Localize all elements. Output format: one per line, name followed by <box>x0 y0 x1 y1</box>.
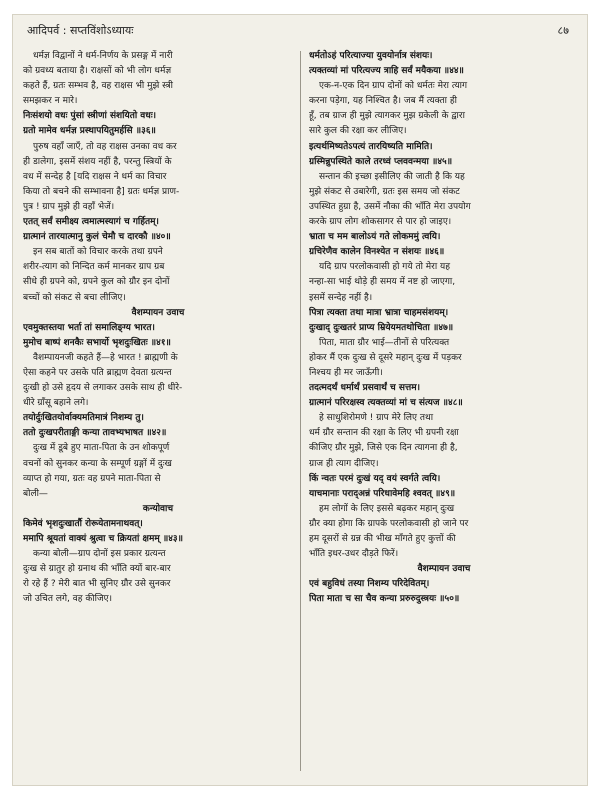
prose-line: यदि ग्राप परलोकवासी हो गये तो मेरा यह <box>319 262 451 273</box>
prose-line: हम लोगों के लिए इससे बढ़कर महान् दुःख <box>319 503 455 514</box>
prose-line: वैशम्पायनजी कहते हैं—हे भारत ! ब्राह्मणी के <box>33 352 178 363</box>
prose-line: करके ग्राप लोग शोकसागर से पार हो जाइए। <box>309 217 452 228</box>
prose-line: एक-न-एक दिन ग्राप दोनों को धर्मतः मेरा त्याग <box>319 81 468 92</box>
prose-line: किया तो बचने की सम्भावना है] ग्रतः धर्मज्ञ प्राण- <box>23 186 180 197</box>
prose-line: ग्राज ही त्याग दीजिए। <box>309 458 379 469</box>
prose-line: सन्तान की इच्छा इसीलिए की जाती है कि यह <box>319 171 465 182</box>
verse-line: त्यक्तव्यां मां परित्यज्य त्राहि सर्वं मयैकया ॥४४॥ <box>309 66 464 77</box>
verse-line: याचमानाः पराद्‌अन्नं परिधावेमहि श्ववत् ॥४९॥ <box>309 488 456 499</box>
verse-line: तदत्मदर्थं धर्मार्थं प्रसवार्थं च सत्तम। <box>309 383 420 394</box>
speaker-heading: वैशम्पायन उवाच <box>131 307 185 318</box>
verse-line: किं न्वतः परमं दुःखं यद् वयं स्वर्गते त्वयि। <box>309 473 441 484</box>
column-divider <box>300 51 301 771</box>
prose-line: मुझे संकट से उबारेगी, ग्रतः इस समय जो संकट <box>309 186 460 197</box>
prose-line: समझकर न मारे। <box>23 96 78 107</box>
prose-line: इन सब बातों को विचार करके तथा ग्रपने <box>33 247 163 258</box>
prose-line: जो उचित लगे, वह कीजिए। <box>23 594 113 605</box>
verse-line: किमेवं भृशदुःखार्तौ रोरूयेतामनाथवत्। <box>23 518 143 529</box>
prose-line: व्याप्त हो गया, ग्रतः वह ग्रपने माता-पिता से <box>23 473 161 484</box>
left-column <box>23 49 293 607</box>
verse-line: एवं बहुविधं तस्या निशम्य परिदेवितम्। <box>309 579 430 590</box>
prose-line: पुरुष वहाँ जाएँ, तो वह राक्षस उनका वध कर <box>33 141 177 152</box>
prose-line: को ग्रवध्य बताया है। राक्षसों को भी लोग धर्मज्ञ <box>23 66 172 77</box>
prose-line: करना पड़ेगा, यह निश्चित है। जब मैं त्यक्ता ही <box>309 96 457 107</box>
verse-line: दुःखाद् दुःखतरं प्राप्य म्रियेयमतथोचिता ॥४७॥ <box>309 322 454 333</box>
prose-line: शरीर-त्याग को निन्दित कर्म मानकर ग्राप ग्रब <box>23 262 165 273</box>
prose-line: कीजिए ग्रौर मुझे, जिसे एक दिन त्यागना ही है, <box>309 443 458 454</box>
prose-line: धीरे ग्राँसू बहाने लगे। <box>23 398 89 409</box>
verse-line: इत्यर्थमिष्यतेऽपत्यं तारयिष्यति मामिति। <box>309 141 433 152</box>
prose-line: कन्या बोली—ग्राप दोनों इस प्रकार ग्रत्यन्त <box>33 549 166 560</box>
prose-line: होकर मैं एक दुःख से दूसरे महान् दुःख में पड़कर <box>309 352 462 363</box>
prose-line: निश्चय ही मर जाऊँगी। <box>309 367 383 378</box>
prose-line: धर्म ग्रौर सन्तान की रक्षा के लिए भी ग्रपनी रक्षा <box>309 428 459 439</box>
prose-line: रो रहे हैं ? मेरी बात भी सुनिए ग्रौर उसे सुनकर <box>23 579 171 590</box>
book-page <box>12 14 588 786</box>
prose-line: हम दूसरों से ग्रन्न की भीख माँगते हुए कुत्तों की <box>309 534 456 544</box>
verse-line: निःसंशयो वधः पुंसां स्त्रीणां संशयितो वधः। <box>23 111 157 122</box>
prose-line: वचनों को सुनकर कन्या के सम्पूर्ण ग्रङ्गों में दुःख <box>23 458 172 469</box>
verse-line: ततो दुःखपरीताङ्गी कन्या तावभ्यभाषत ॥४२॥ <box>23 428 167 439</box>
prose-line: सारे कुल की रक्षा कर लीजिए। <box>309 126 407 137</box>
verse-line: ग्रात्मानं परिरक्षस्व त्यक्तव्यां मां च संत्यज ॥४८॥ <box>309 398 463 409</box>
prose-line: हूँ, तब ग्राज ही मुझे त्यागकर मुझ ग्रकेली के द्वारा <box>309 111 465 122</box>
prose-line: कहते हैं, ग्रतः सम्भव है, वह राक्षस भी मुझे स्त्री <box>23 81 173 92</box>
prose-line: पुत्र ! ग्राप मुझे ही वहाँ भेजें। <box>23 201 115 212</box>
prose-line: इसमें सन्देह नहीं है। <box>309 292 373 303</box>
verse-line: ममापि श्रूयतां वाक्यं श्रुत्वा च क्रियतां क्षमम् ॥४३॥ <box>23 534 183 544</box>
speaker-heading: कन्योवाच <box>142 503 174 514</box>
prose-line: उपस्थित हुग्रा है, उसमें नौका की भाँति मेरा उपयोग <box>309 201 471 212</box>
prose-line: हे साधुशिरोमणे ! ग्राप मेरे लिए तथा <box>319 413 434 424</box>
verse-line: एवमुक्तस्तया भर्ता तां समालिङ्ग्य भारत। <box>23 322 155 333</box>
prose-line: नन्हा-सा भाई थोड़े ही समय में नष्ट हो जाएगा, <box>309 277 456 288</box>
prose-line: दुःख से ग्रातुर हो ग्रनाथ की भाँति क्यों बार-बार <box>23 564 171 575</box>
prose-line: पिता, माता ग्रौर भाई—तीनों से परित्यक्त <box>319 337 450 348</box>
verse-line: एतत् सर्वं समीक्ष्य त्वमात्मस्यागं च गर्हितम्। <box>23 217 159 228</box>
verse-line: भ्राता च मम बालोऽयं गते लोकममुं त्वयि। <box>309 232 441 243</box>
right-column <box>309 49 579 607</box>
prose-line: बोली— <box>23 488 48 499</box>
prose-line: वध में सन्देह है [यदि राक्षस ने धर्म का विचार <box>23 171 167 182</box>
prose-line: सीधे ही ग्रपने को, ग्रपने कुल को ग्रौर इन दोनों <box>23 277 170 288</box>
verse-line: पित्रा त्यक्ता तथा मात्रा भ्रात्रा चाहमसंशयम्। <box>309 307 449 318</box>
verse-line: ग्रात्मानं तारयात्मानु कुलं चेमौ च दारकौ ॥४०॥ <box>23 232 171 243</box>
running-header: आदिपर्व : सप्तविंशोऽध्यायः <box>27 24 134 37</box>
page-number: ८७ <box>557 24 569 37</box>
prose-line: ऐसा कहने पर उसके पति ब्राह्मण देवता ग्रत्यन्त <box>23 367 172 378</box>
speaker-heading: वैशम्पायन उवाच <box>417 564 471 575</box>
prose-line: बच्चों को संकट से बचा लीजिए। <box>23 292 126 303</box>
prose-line: ग्रौर क्या होगा कि ग्रापके परलोकवासी हो जाने पर <box>309 518 469 529</box>
prose-line: धर्मज्ञ विद्वानों ने धर्म-निर्णय के प्रसङ्ग में नारी <box>33 51 173 61</box>
prose-line: दुःखी हो उसे हृदय से लगाकर उसके साथ ही धीरे- <box>23 383 183 394</box>
verse-line: मुमोच बाष्पं शनकैः सभार्यो भृशदुःखितः ॥४१॥ <box>23 337 171 348</box>
verse-line: ग्रचिरेणैव कालेन विनश्येत न संशयः ॥४६॥ <box>309 247 445 258</box>
verse-line: धर्मतोऽहं परित्याज्या युवयोर्नात्र संशयः। <box>309 51 433 61</box>
prose-line: दुःख में डूबे हुए माता-पिता के उन शोकपूर्ण <box>33 443 170 454</box>
prose-line: ही डालेगा, इसमें संशय नहीं है, परन्तु स्त्रियों के <box>23 156 172 167</box>
verse-line: तयोर्दुःखितयोर्वाक्यमतिमात्रं निशम्य तु। <box>23 413 144 424</box>
verse-line: पिता माता च सा चैव कन्या प्ररुरुदुस्त्रयः ॥५०॥ <box>309 594 460 605</box>
verse-line: ग्रतो मामेव धर्मज्ञ प्रस्थापयितुमर्हसि ॥३६॥ <box>23 126 156 137</box>
prose-line: भाँति इधर-उधर दौड़ते फिरें। <box>309 549 399 560</box>
verse-line: ग्रस्मिन्नुपस्थिते काले तरध्वं प्लववन्मया ॥४५॥ <box>309 156 453 167</box>
